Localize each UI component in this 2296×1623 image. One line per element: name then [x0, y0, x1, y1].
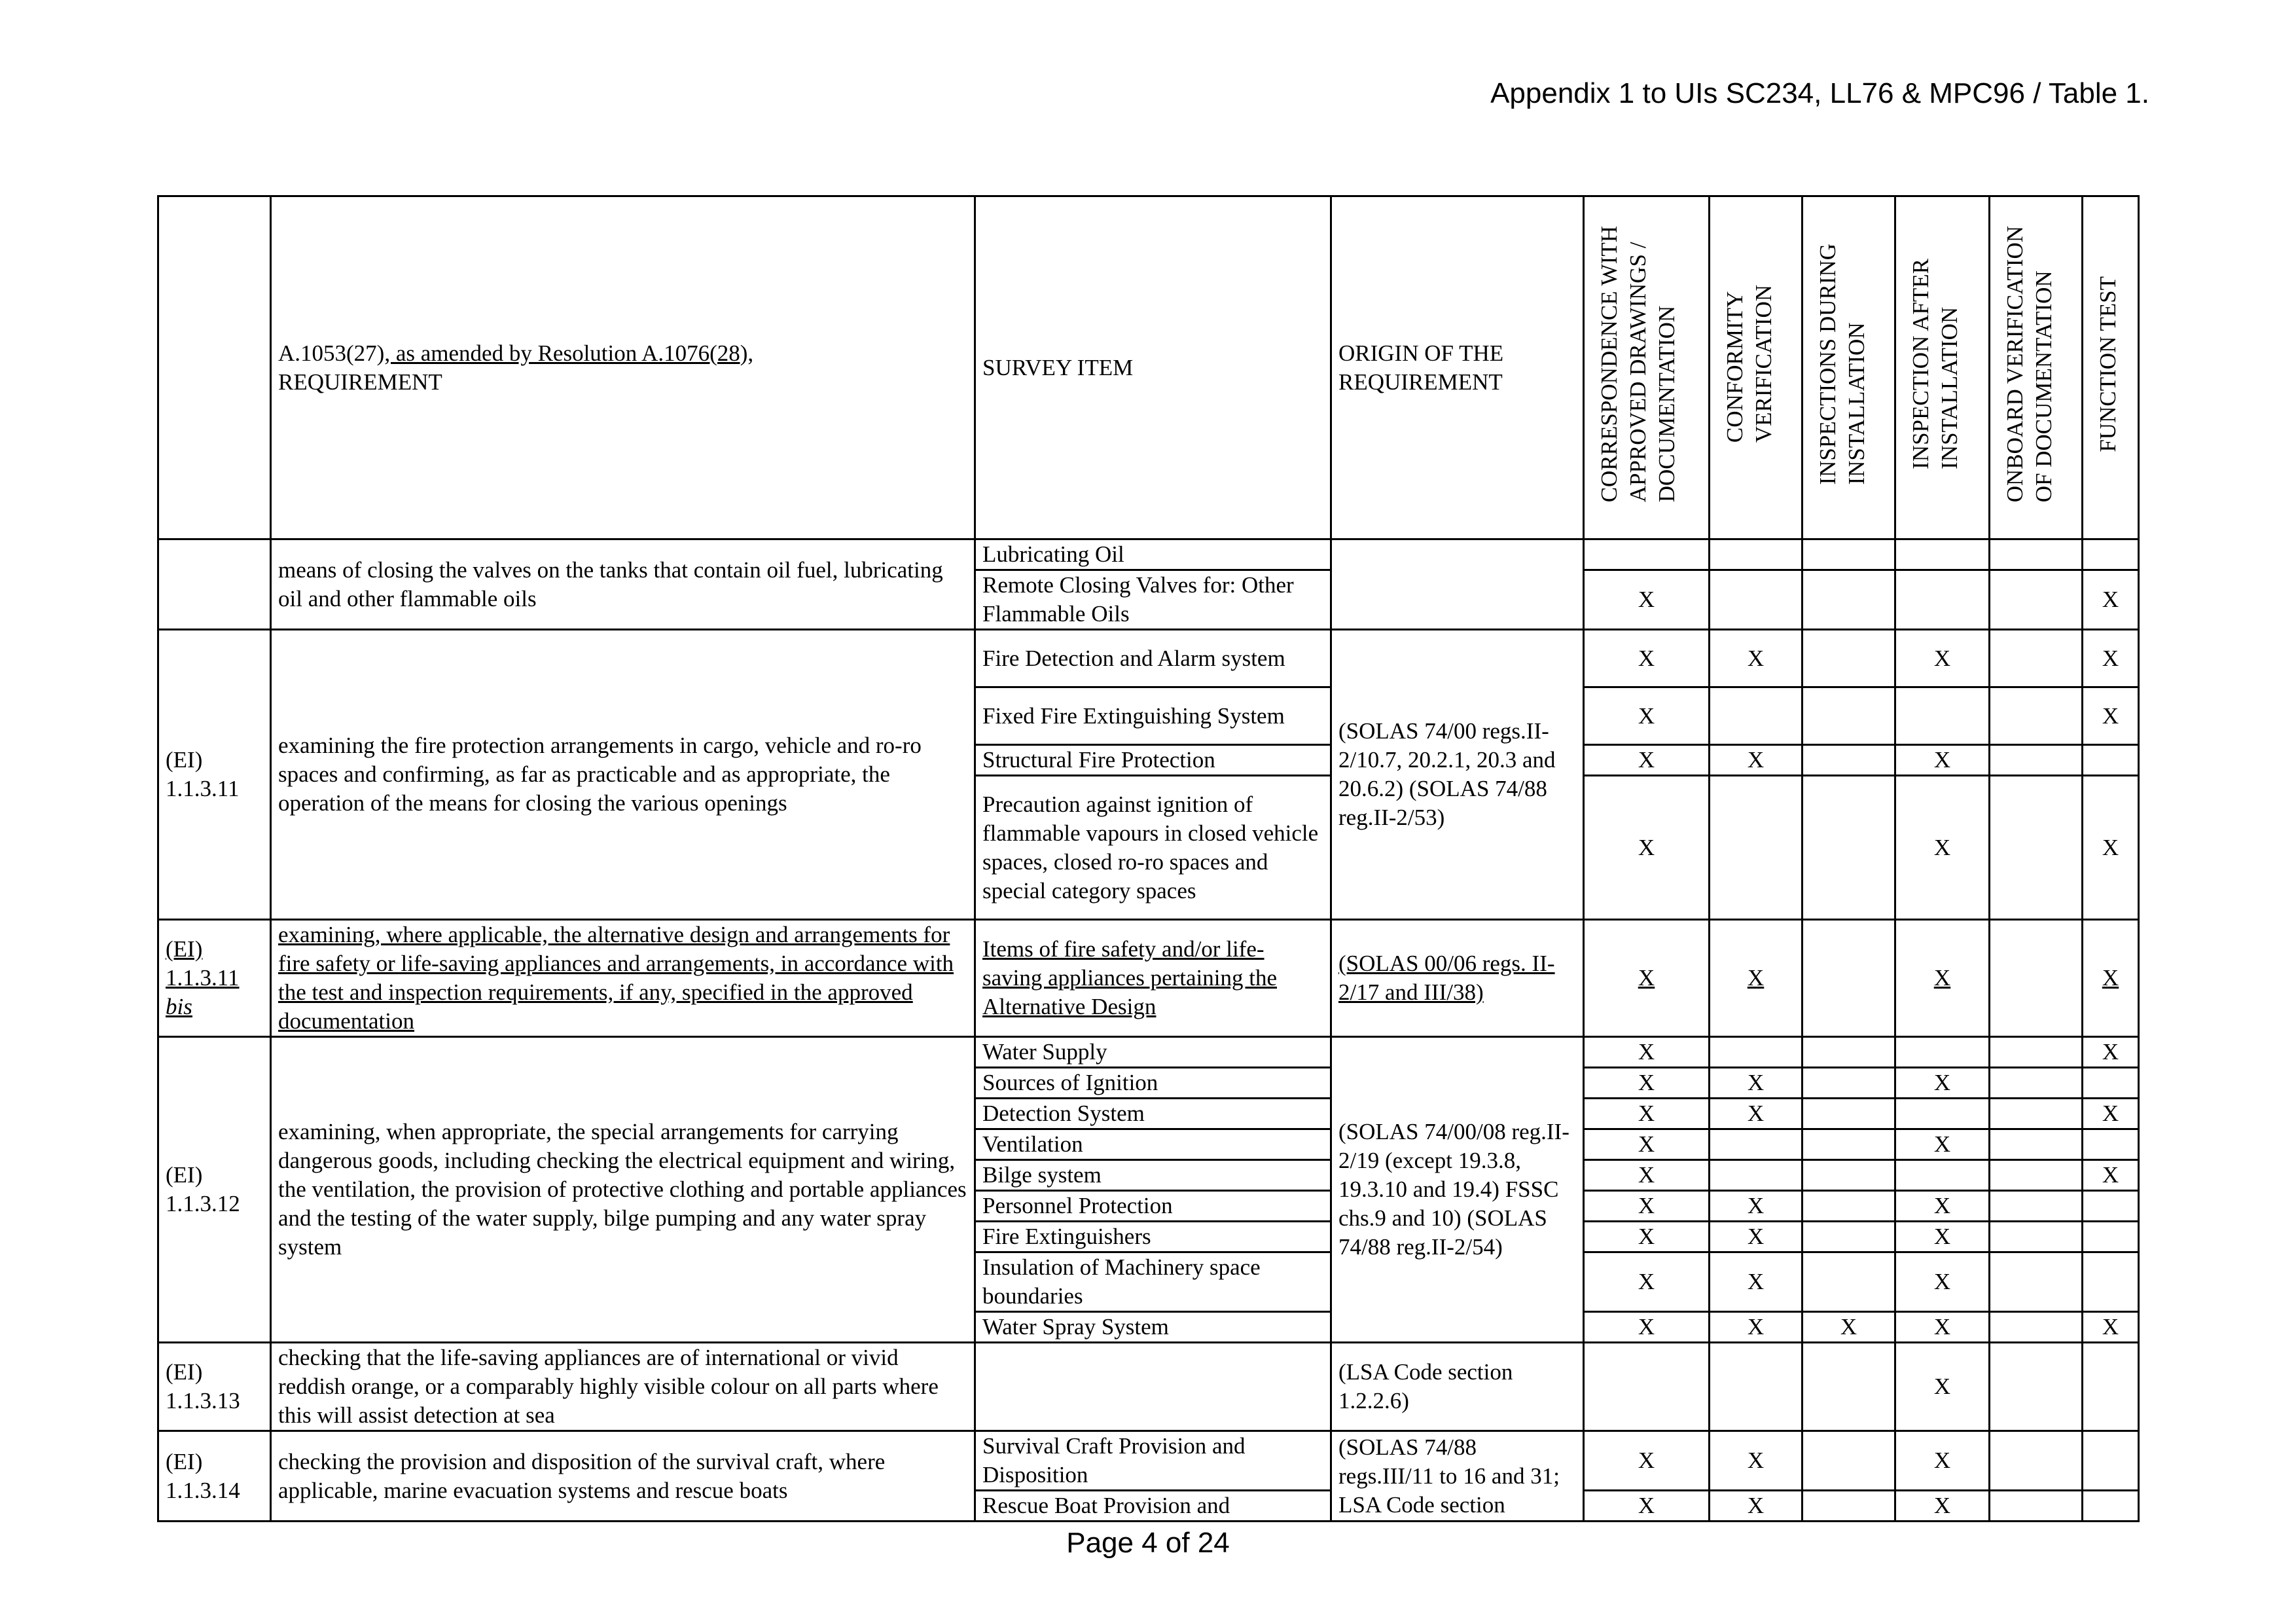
mark-cell: X: [1584, 1191, 1710, 1222]
mark-cell: [1803, 776, 1895, 920]
mark-cell: [2083, 745, 2139, 776]
survey-item-cell: Remote Closing Valves for: Other Flammable Oils: [975, 570, 1331, 630]
mark-cell: X: [1895, 1222, 1990, 1252]
mark-cell: [1990, 1343, 2083, 1431]
ref-number: 1.1.3.11: [166, 965, 240, 991]
mark-cell: [1990, 1431, 2083, 1491]
table-row: [158, 1343, 2139, 1431]
table-row: [158, 920, 2139, 1037]
mark-cell: [1990, 539, 2083, 570]
mark-cell: [1803, 1491, 1895, 1522]
mark-cell: [1803, 687, 1895, 745]
table-header-row: [158, 196, 2139, 539]
header-inspections-during: [1803, 196, 1895, 539]
mark-cell: X: [1584, 570, 1710, 630]
mark-cell: [1895, 1160, 1990, 1191]
header-ref-cell: [158, 196, 271, 539]
mark-cell: [1710, 1343, 1803, 1431]
mark-cell: [1803, 570, 1895, 630]
mark-cell: X: [1584, 630, 1710, 687]
ref-cell: [158, 539, 271, 630]
mark-cell: [1990, 630, 2083, 687]
ref-cell: [158, 630, 271, 920]
survey-item-cell: Water Supply: [975, 1037, 1331, 1068]
mark-cell: X: [2083, 570, 2139, 630]
mark-cell: X: [1803, 1312, 1895, 1343]
origin-cell: (SOLAS 74/00 regs.II-2/10.7, 20.2.1, 20.3 and 20.6.2) (SOLAS 74/88 reg.II-2/53): [1331, 630, 1584, 920]
table-row: [158, 1037, 2139, 1068]
mark-cell: [1803, 1431, 1895, 1491]
requirement-cell: examining, where applicable, the alternative design and arrangements for fire safety or life-saving appliances and arrangements, in accordance with the test and inspection requirements, if any, specified in the approved documentation: [271, 920, 975, 1037]
survey-item-cell: Structural Fire Protection: [975, 745, 1331, 776]
mark-cell: X: [1584, 776, 1710, 920]
mark-cell: [1584, 539, 1710, 570]
mark-cell: X: [1895, 920, 1990, 1037]
mark-cell: [1803, 630, 1895, 687]
mark-cell: X: [1895, 1491, 1990, 1522]
mark-cell: X: [2083, 1160, 2139, 1191]
survey-item-cell: Rescue Boat Provision and: [975, 1491, 1331, 1522]
origin-cell: (LSA Code section 1.2.2.6): [1331, 1343, 1584, 1431]
header-function-test: [2083, 196, 2139, 539]
header-correspondence: [1584, 196, 1710, 539]
mark-cell: [1803, 1129, 1895, 1160]
mark-cell: X: [1710, 920, 1803, 1037]
mark-cell: [1710, 776, 1803, 920]
header-survey-item: SURVEY ITEM: [975, 196, 1331, 539]
mark-cell: [1895, 687, 1990, 745]
header-onboard-verification: [1990, 196, 2083, 539]
ref-cell: [158, 1037, 271, 1343]
mark-cell: X: [1895, 1431, 1990, 1491]
header-requirement-code: A.1053(27): [278, 340, 385, 366]
mark-cell: X: [1710, 1252, 1803, 1312]
mark-cell: [1803, 1099, 1895, 1129]
mark-cell: X: [1584, 1431, 1710, 1491]
mark-cell: [1990, 687, 2083, 745]
header-conformity-text: CONFORMITY VERIFICATION: [1722, 285, 1776, 443]
ref-cell: [158, 1431, 271, 1522]
mark-cell: [2083, 1491, 2139, 1522]
survey-item-cell: Personnel Protection: [975, 1191, 1331, 1222]
ref-prefix: (EI): [166, 747, 203, 773]
mark-cell: X: [2083, 776, 2139, 920]
ref-number: 1.1.3.13: [166, 1388, 240, 1413]
ref-number: 1.1.3.14: [166, 1477, 240, 1503]
mark-cell: [1584, 1343, 1710, 1431]
mark-cell: X: [1895, 1312, 1990, 1343]
requirement-cell: examining, when appropriate, the special arrangements for carrying dangerous goods, including checking the electrical equipment and wiring, the ventilation, the provision of protective clothing and portable appliances and the testing of the water supply, bilge pumping and any water spray system: [271, 1037, 975, 1343]
mark-cell: [1710, 1129, 1803, 1160]
mark-cell: [1990, 570, 2083, 630]
mark-cell: [2083, 1252, 2139, 1312]
mark-cell: [1803, 1222, 1895, 1252]
mark-cell: [1895, 539, 1990, 570]
mark-cell: [1990, 920, 2083, 1037]
mark-cell: X: [1710, 1431, 1803, 1491]
header-origin: [1331, 196, 1584, 539]
ref-prefix: (EI): [166, 1448, 203, 1474]
mark-cell: [2083, 1343, 2139, 1431]
mark-cell: X: [1710, 745, 1803, 776]
page-header: Appendix 1 to UIs SC234, LL76 & MPC96 / Table 1.: [1490, 77, 2149, 109]
requirement-cell: examining the fire protection arrangements in cargo, vehicle and ro-ro spaces and confirming, as far as practicable and as appropriate, the operation of the means for closing the various openings: [271, 630, 975, 920]
mark-cell: X: [1710, 1191, 1803, 1222]
survey-item-cell: Detection System: [975, 1099, 1331, 1129]
mark-cell: [1990, 1191, 2083, 1222]
survey-item-cell: Water Spray System: [975, 1312, 1331, 1343]
mark-cell: X: [1584, 920, 1710, 1037]
mark-cell: X: [1584, 687, 1710, 745]
mark-cell: [1990, 1099, 2083, 1129]
mark-cell: [1710, 687, 1803, 745]
mark-cell: [2083, 1191, 2139, 1222]
mark-cell: X: [1710, 1222, 1803, 1252]
mark-cell: [1803, 539, 1895, 570]
mark-cell: X: [1710, 1491, 1803, 1522]
mark-cell: X: [1895, 1343, 1990, 1431]
mark-cell: [1990, 745, 2083, 776]
mark-cell: [1803, 1252, 1895, 1312]
mark-cell: X: [1895, 745, 1990, 776]
header-requirement-label: REQUIREMENT: [278, 369, 442, 395]
header-function-test-text: FUNCTION TEST: [2095, 276, 2121, 452]
mark-cell: [1803, 1191, 1895, 1222]
ref-cell: [158, 920, 271, 1037]
mark-cell: [1895, 570, 1990, 630]
mark-cell: X: [1584, 1099, 1710, 1129]
mark-cell: [1803, 745, 1895, 776]
mark-cell: X: [1710, 630, 1803, 687]
survey-item-cell: Lubricating Oil: [975, 539, 1331, 570]
mark-cell: X: [1584, 1037, 1710, 1068]
mark-cell: X: [1895, 1068, 1990, 1099]
mark-cell: X: [2083, 1099, 2139, 1129]
requirement-cell: checking that the life-saving appliances are of international or vivid reddish orange, or a comparably highly visible colour on all parts where this will assist detection at sea: [271, 1343, 975, 1431]
mark-cell: X: [1584, 1129, 1710, 1160]
mark-cell: X: [1584, 1160, 1710, 1191]
mark-cell: X: [1895, 1252, 1990, 1312]
mark-cell: X: [1584, 745, 1710, 776]
header-inspection-after: [1895, 196, 1990, 539]
mark-cell: [1803, 1037, 1895, 1068]
page-number: Page 4 of 24: [1066, 1527, 1230, 1559]
survey-item-cell: Precaution against ignition of flammable vapours in closed vehicle spaces, closed ro-ro spaces and special category spaces: [975, 776, 1331, 920]
survey-item-cell: Survival Craft Provision and Disposition: [975, 1431, 1331, 1491]
origin-cell: [1331, 539, 1584, 630]
ref-number: 1.1.3.12: [166, 1191, 240, 1216]
header-origin-line1: ORIGIN OF THE: [1338, 340, 1504, 366]
ref-prefix: (EI): [166, 1162, 203, 1188]
ref-prefix: (EI): [166, 936, 203, 962]
mark-cell: X: [2083, 1312, 2139, 1343]
mark-cell: X: [2083, 687, 2139, 745]
mark-cell: [2083, 1129, 2139, 1160]
mark-cell: [1990, 1252, 2083, 1312]
survey-item-cell: Sources of Ignition: [975, 1068, 1331, 1099]
ref-cell: [158, 1343, 271, 1431]
survey-item-cell: Ventilation: [975, 1129, 1331, 1160]
origin-cell: (SOLAS 74/88 regs.III/11 to 16 and 31; LSA Code section: [1331, 1431, 1584, 1522]
mark-cell: [1895, 1037, 1990, 1068]
mark-cell: [1990, 1129, 2083, 1160]
header-onboard-verification-text: ONBOARD VERIFICATION OF DOCUMENTATION: [2002, 225, 2056, 503]
mark-cell: [1990, 1312, 2083, 1343]
requirement-cell: means of closing the valves on the tanks that contain oil fuel, lubricating oil and other flammable oils: [271, 539, 975, 630]
mark-cell: X: [1584, 1068, 1710, 1099]
mark-cell: X: [1584, 1491, 1710, 1522]
mark-cell: X: [1584, 1222, 1710, 1252]
survey-item-cell: [975, 1343, 1331, 1431]
mark-cell: [2083, 1222, 2139, 1252]
mark-cell: X: [2083, 630, 2139, 687]
origin-cell: (SOLAS 00/06 regs. II-2/17 and III/38): [1331, 920, 1584, 1037]
survey-item-cell: Bilge system: [975, 1160, 1331, 1191]
mark-cell: [1990, 1160, 2083, 1191]
table-row: [158, 1431, 2139, 1491]
mark-cell: [1710, 1037, 1803, 1068]
mark-cell: [2083, 1431, 2139, 1491]
ref-prefix: (EI): [166, 1359, 203, 1385]
mark-cell: X: [1895, 630, 1990, 687]
mark-cell: X: [1710, 1312, 1803, 1343]
mark-cell: [2083, 539, 2139, 570]
mark-cell: [1710, 1160, 1803, 1191]
mark-cell: [1803, 1160, 1895, 1191]
mark-cell: [1710, 570, 1803, 630]
ref-number: 1.1.3.11: [166, 776, 240, 801]
mark-cell: [1710, 539, 1803, 570]
survey-requirements-table: [157, 195, 2140, 1522]
survey-item-cell: Fixed Fire Extinguishing System: [975, 687, 1331, 745]
mark-cell: X: [2083, 1037, 2139, 1068]
mark-cell: [1803, 1068, 1895, 1099]
mark-cell: X: [1895, 1191, 1990, 1222]
header-requirement-amendment: , as amended by Resolution A.1076(28),: [384, 340, 754, 366]
mark-cell: [1803, 1343, 1895, 1431]
ref-suffix: bis: [166, 994, 192, 1019]
mark-cell: [1990, 1491, 2083, 1522]
survey-item-cell: Fire Detection and Alarm system: [975, 630, 1331, 687]
mark-cell: [1895, 1099, 1990, 1129]
requirement-cell: checking the provision and disposition of the survival craft, where applicable, marine evacuation systems and rescue boats: [271, 1431, 975, 1522]
mark-cell: X: [2083, 920, 2139, 1037]
survey-item-cell: Fire Extinguishers: [975, 1222, 1331, 1252]
header-correspondence-text: CORRESPONDENCE WITH APPROVED DRAWINGS / DOCUMENTATION: [1596, 225, 1679, 503]
header-origin-line2: REQUIREMENT: [1338, 369, 1503, 395]
table-row: [158, 630, 2139, 687]
survey-item-cell: Insulation of Machinery space boundaries: [975, 1252, 1331, 1312]
mark-cell: X: [1710, 1068, 1803, 1099]
mark-cell: [1990, 1222, 2083, 1252]
mark-cell: X: [1584, 1312, 1710, 1343]
mark-cell: X: [1584, 1252, 1710, 1312]
origin-cell: (SOLAS 74/00/08 reg.II-2/19 (except 19.3.8, 19.3.10 and 19.4) FSSC chs.9 and 10) (SOLAS 74/88 reg.II-2/54): [1331, 1037, 1584, 1343]
mark-cell: [1990, 1068, 2083, 1099]
header-inspection-after-text: INSPECTION AFTER INSTALLATION: [1908, 259, 1962, 469]
mark-cell: X: [1895, 1129, 1990, 1160]
mark-cell: [1990, 776, 2083, 920]
mark-cell: X: [1895, 776, 1990, 920]
mark-cell: [1803, 920, 1895, 1037]
header-requirement: [271, 196, 975, 539]
header-inspections-during-text: INSPECTIONS DURING INSTALLATION: [1815, 243, 1869, 485]
table-row: [158, 539, 2139, 570]
survey-item-cell: Items of fire safety and/or life-saving appliances pertaining the Alternative Design: [975, 920, 1331, 1037]
mark-cell: X: [1710, 1099, 1803, 1129]
mark-cell: [2083, 1068, 2139, 1099]
mark-cell: [1990, 1037, 2083, 1068]
header-conformity: [1710, 196, 1803, 539]
